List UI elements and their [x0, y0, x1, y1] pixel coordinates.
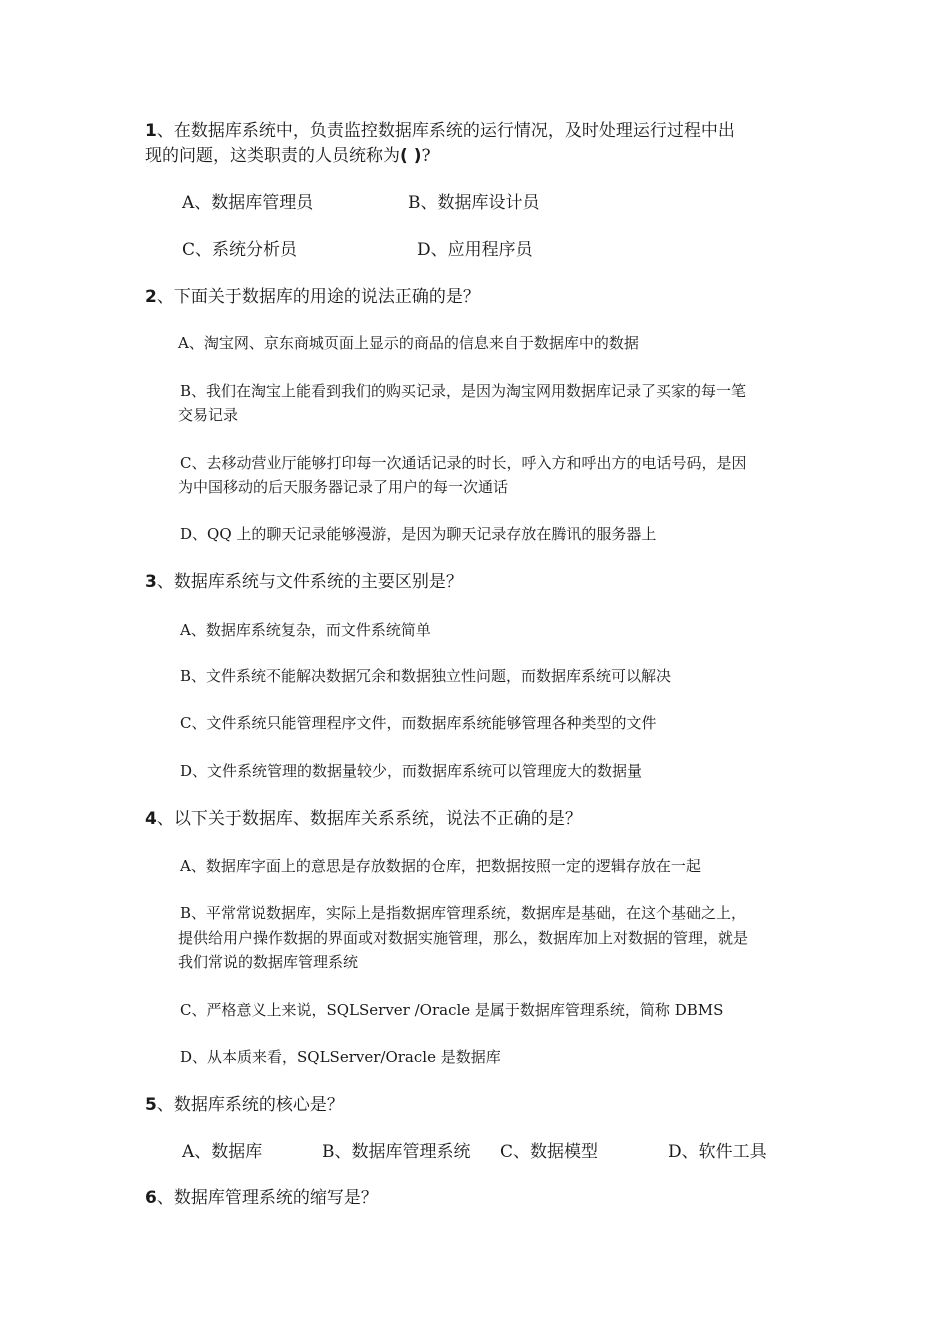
q2-option-d: D、QQ 上的聊天记录能够漫游，是因为聊天记录存放在腾讯的服务器上: [180, 525, 657, 543]
q5-option-c: C、数据模型: [500, 1142, 599, 1162]
q4-option-b-cont-2: 我们常说的数据库管理系统: [178, 953, 359, 971]
q4-option-d: D、从本质来看，SQLServer/Oracle 是数据库: [180, 1048, 501, 1066]
question-text: 、数据库系统与文件系统的主要区别是？: [156, 572, 463, 592]
q4-option-b: B、平常常说数据库，实际上是指数据库管理系统，数据库是基础，在这个基础之上，: [180, 904, 747, 922]
q2-option-b-cont: 交易记录: [178, 406, 239, 424]
question-number: 3: [145, 572, 157, 592]
q2-option-c-cont: 为中国移动的后天服务器记录了用户的每一次通话: [178, 478, 509, 496]
q2-option-b: B、我们在淘宝上能看到我们的购买记录，是因为淘宝网用数据库记录了买家的每一笔: [180, 382, 747, 400]
q3-option-c: C、文件系统只能管理程序文件，而数据库系统能够管理各种类型的文件: [180, 714, 657, 732]
q1-option-b: B、数据库设计员: [408, 193, 540, 213]
question-text: 、在数据库系统中，负责监控数据库系统的运行情况，及时处理运行过程中出: [156, 121, 735, 141]
question-1-stem-line-1: [145, 116, 735, 141]
question-number: 4: [145, 809, 157, 829]
answer-blank: ( ): [400, 146, 422, 166]
question-4-stem: [145, 804, 582, 829]
q1-option-c: C、系统分析员: [182, 240, 298, 260]
question-text: 、下面关于数据库的用途的说法正确的是？: [156, 287, 480, 307]
question-number: 5: [145, 1095, 157, 1115]
question-2-stem: [145, 282, 480, 307]
question-text: 、以下关于数据库、数据库关系系统，说法不正确的是？: [156, 809, 582, 829]
q2-option-a: A、淘宝网、京东商城页面上显示的商品的信息来自于数据库中的数据: [178, 334, 639, 352]
q2-option-c: C、去移动营业厅能够打印每一次通话记录的时长，呼入方和呼出方的电话号码，是因: [180, 454, 747, 472]
q1-option-a: A、数据库管理员: [182, 193, 314, 213]
q5-option-a: A、数据库: [182, 1142, 263, 1162]
question-text: 现的问题，这类职责的人员统称为: [145, 146, 400, 166]
question-text: 、数据库系统的核心是？: [156, 1095, 344, 1115]
question-6-stem: [145, 1183, 378, 1208]
q1-option-d: D、应用程序员: [417, 240, 533, 260]
question-1-stem-line-2: [145, 141, 431, 166]
question-number: 1: [145, 121, 157, 141]
question-mark: ?: [421, 146, 431, 166]
q3-option-a: A、数据库系统复杂，而文件系统简单: [180, 621, 431, 639]
q4-option-c: C、严格意义上来说，SQLServer /Oracle 是属于数据库管理系统，简称 DBMS: [180, 1001, 724, 1019]
question-3-stem: [145, 567, 463, 592]
q3-option-b: B、文件系统不能解决数据冗余和数据独立性问题，而数据库系统可以解决: [180, 667, 672, 685]
q3-option-d: D、文件系统管理的数据量较少，而数据库系统可以管理庞大的数据量: [180, 762, 643, 780]
question-number: 2: [145, 287, 157, 307]
question-5-stem: [145, 1090, 344, 1115]
q5-option-d: D、软件工具: [668, 1142, 767, 1162]
q4-option-b-cont-1: 提供给用户操作数据的界面或对数据实施管理，那么，数据库加上对数据的管理，就是: [178, 929, 749, 947]
question-number: 6: [145, 1188, 157, 1208]
question-text: 、数据库管理系统的缩写是？: [156, 1188, 378, 1208]
q5-option-b: B、数据库管理系统: [322, 1142, 471, 1162]
q4-option-a: A、数据库字面上的意思是存放数据的仓库，把数据按照一定的逻辑存放在一起: [180, 857, 701, 875]
